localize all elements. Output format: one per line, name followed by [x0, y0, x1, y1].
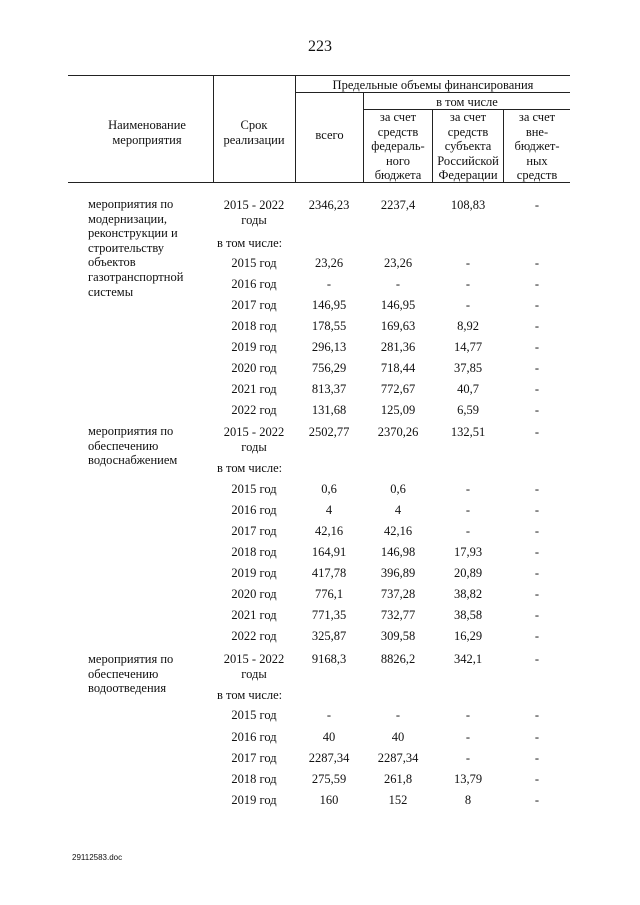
row-extrabudget: - — [534, 256, 540, 270]
row-total: 296,13 — [311, 340, 347, 354]
row-regional: 40,7 — [457, 382, 479, 396]
row-federal: - — [395, 708, 401, 722]
row-federal: 396,89 — [380, 566, 416, 580]
row-total: 164,91 — [311, 545, 347, 559]
row-federal: 146,95 — [380, 298, 416, 312]
row-extrabudget: - — [534, 566, 540, 580]
row-regional: - — [465, 503, 471, 517]
row-total: 771,35 — [311, 608, 347, 622]
row-year: 2018 год — [231, 319, 277, 333]
col-divider-1 — [213, 75, 214, 182]
group-name: мероприятия по модернизации, реконструкции и строительству объектов газотранспортной системы — [88, 197, 184, 299]
header-name: Наименование мероприятия — [108, 118, 186, 147]
row-total: 40 — [322, 730, 336, 744]
row-extrabudget: - — [534, 382, 540, 396]
row-federal: 4 — [394, 503, 402, 517]
summary-total: 9168,3 — [311, 652, 347, 666]
row-extrabudget: - — [534, 545, 540, 559]
row-regional: 6,59 — [457, 403, 479, 417]
row-year: 2022 год — [231, 403, 277, 417]
row-extrabudget: - — [534, 608, 540, 622]
row-total: 0,6 — [321, 482, 337, 496]
row-federal: 169,63 — [380, 319, 416, 333]
row-year: 2020 год — [231, 587, 277, 601]
row-regional: 17,93 — [453, 545, 483, 559]
row-year: 2015 год — [231, 482, 277, 496]
including-label: в том числе: — [217, 461, 283, 475]
row-total: 776,1 — [314, 587, 344, 601]
page-number: 223 — [308, 38, 332, 55]
row-federal: - — [395, 277, 401, 291]
row-federal: 772,67 — [380, 382, 416, 396]
summary-total: 2346,23 — [308, 198, 350, 212]
row-total: - — [326, 708, 332, 722]
summary-extrabudget: - — [534, 652, 540, 666]
summary-regional: 132,51 — [450, 425, 486, 439]
row-extrabudget: - — [534, 361, 540, 375]
row-regional: 13,79 — [453, 772, 483, 786]
row-regional: - — [465, 524, 471, 538]
row-extrabudget: - — [534, 587, 540, 601]
row-total: 275,59 — [311, 772, 347, 786]
row-total: 2287,34 — [308, 751, 350, 765]
header-total: всего — [315, 128, 344, 142]
summary-period: 2015 - 2022 — [223, 652, 285, 666]
header-including: в том числе — [436, 95, 498, 109]
row-federal: 261,8 — [383, 772, 413, 786]
including-label: в том числе: — [217, 688, 283, 702]
row-federal: 40 — [391, 730, 405, 744]
summary-federal: 2370,26 — [377, 425, 419, 439]
summary-period-unit: годы — [241, 213, 267, 227]
row-federal: 732,77 — [380, 608, 416, 622]
footer-filename: 29112583.doc — [72, 853, 123, 862]
row-extrabudget: - — [534, 503, 540, 517]
row-extrabudget: - — [534, 793, 540, 807]
col-divider-5 — [503, 109, 504, 182]
group-name: мероприятия по обеспечению водоотведения — [88, 652, 174, 696]
row-extrabudget: - — [534, 277, 540, 291]
row-year: 2015 год — [231, 708, 277, 722]
summary-period-unit: годы — [241, 667, 267, 681]
col-divider-3 — [363, 92, 364, 182]
row-total: - — [326, 277, 332, 291]
row-year: 2017 год — [231, 524, 277, 538]
row-extrabudget: - — [534, 482, 540, 496]
row-extrabudget: - — [534, 772, 540, 786]
row-extrabudget: - — [534, 730, 540, 744]
row-federal: 23,26 — [383, 256, 413, 270]
row-federal: 152 — [388, 793, 408, 807]
row-regional: 38,82 — [453, 587, 483, 601]
row-extrabudget: - — [534, 629, 540, 643]
row-regional: 8,92 — [457, 319, 479, 333]
row-total: 325,87 — [311, 629, 347, 643]
row-year: 2018 год — [231, 772, 277, 786]
col-divider-2 — [295, 75, 296, 182]
row-year: 2016 год — [231, 277, 277, 291]
row-regional: - — [465, 482, 471, 496]
row-total: 160 — [319, 793, 339, 807]
row-federal: 0,6 — [390, 482, 406, 496]
header-extrabudget: за счет вне-бюджет-ных средств — [514, 110, 560, 182]
summary-period: 2015 - 2022 — [223, 425, 285, 439]
row-federal: 718,44 — [380, 361, 416, 375]
row-year: 2022 год — [231, 629, 277, 643]
row-total: 417,78 — [311, 566, 347, 580]
row-extrabudget: - — [534, 708, 540, 722]
header-federal: за счет средств федераль-ного бюджета — [371, 110, 425, 182]
row-total: 813,37 — [311, 382, 347, 396]
row-year: 2019 год — [231, 340, 277, 354]
row-regional: 14,77 — [453, 340, 483, 354]
summary-regional: 108,83 — [450, 198, 486, 212]
row-federal: 125,09 — [380, 403, 416, 417]
row-regional: - — [465, 730, 471, 744]
row-total: 4 — [325, 503, 333, 517]
row-year: 2016 год — [231, 503, 277, 517]
row-total: 756,29 — [311, 361, 347, 375]
row-regional: - — [465, 298, 471, 312]
row-federal: 42,16 — [383, 524, 413, 538]
row-federal: 281,36 — [380, 340, 416, 354]
group-name: мероприятия по обеспечению водоснабжением — [88, 424, 178, 468]
table-top-border — [68, 75, 570, 76]
summary-total: 2502,77 — [308, 425, 350, 439]
row-total: 178,55 — [311, 319, 347, 333]
row-regional: 20,89 — [453, 566, 483, 580]
row-extrabudget: - — [534, 340, 540, 354]
row-year: 2017 год — [231, 298, 277, 312]
summary-extrabudget: - — [534, 198, 540, 212]
row-regional: - — [465, 751, 471, 765]
row-year: 2021 год — [231, 382, 277, 396]
row-federal: 146,98 — [380, 545, 416, 559]
row-year: 2018 год — [231, 545, 277, 559]
row-regional: 8 — [464, 793, 472, 807]
row-federal: 737,28 — [380, 587, 416, 601]
row-regional: 37,85 — [453, 361, 483, 375]
row-year: 2015 год — [231, 256, 277, 270]
summary-federal: 2237,4 — [380, 198, 416, 212]
row-extrabudget: - — [534, 319, 540, 333]
row-federal: 309,58 — [380, 629, 416, 643]
row-extrabudget: - — [534, 524, 540, 538]
row-federal: 2287,34 — [377, 751, 419, 765]
summary-regional: 342,1 — [453, 652, 483, 666]
row-total: 23,26 — [314, 256, 344, 270]
row-total: 131,68 — [311, 403, 347, 417]
header-period: Срок реализации — [223, 118, 285, 147]
row-regional: 16,29 — [453, 629, 483, 643]
row-year: 2021 год — [231, 608, 277, 622]
row-total: 42,16 — [314, 524, 344, 538]
row-year: 2020 год — [231, 361, 277, 375]
summary-federal: 8826,2 — [380, 652, 416, 666]
row-regional: - — [465, 708, 471, 722]
row-year: 2019 год — [231, 793, 277, 807]
header-regional: за счет средств субъекта Российской Федерации — [437, 110, 499, 182]
row-year: 2019 год — [231, 566, 277, 580]
summary-period: 2015 - 2022 — [223, 198, 285, 212]
summary-period-unit: годы — [241, 440, 267, 454]
row-extrabudget: - — [534, 751, 540, 765]
including-label: в том числе: — [217, 236, 283, 250]
row-year: 2016 год — [231, 730, 277, 744]
summary-extrabudget: - — [534, 425, 540, 439]
row-extrabudget: - — [534, 403, 540, 417]
row-regional: - — [465, 256, 471, 270]
header-funding: Предельные объемы финансирования — [332, 78, 534, 92]
row-regional: - — [465, 277, 471, 291]
row-regional: 38,58 — [453, 608, 483, 622]
row-extrabudget: - — [534, 298, 540, 312]
row-total: 146,95 — [311, 298, 347, 312]
row-year: 2017 год — [231, 751, 277, 765]
